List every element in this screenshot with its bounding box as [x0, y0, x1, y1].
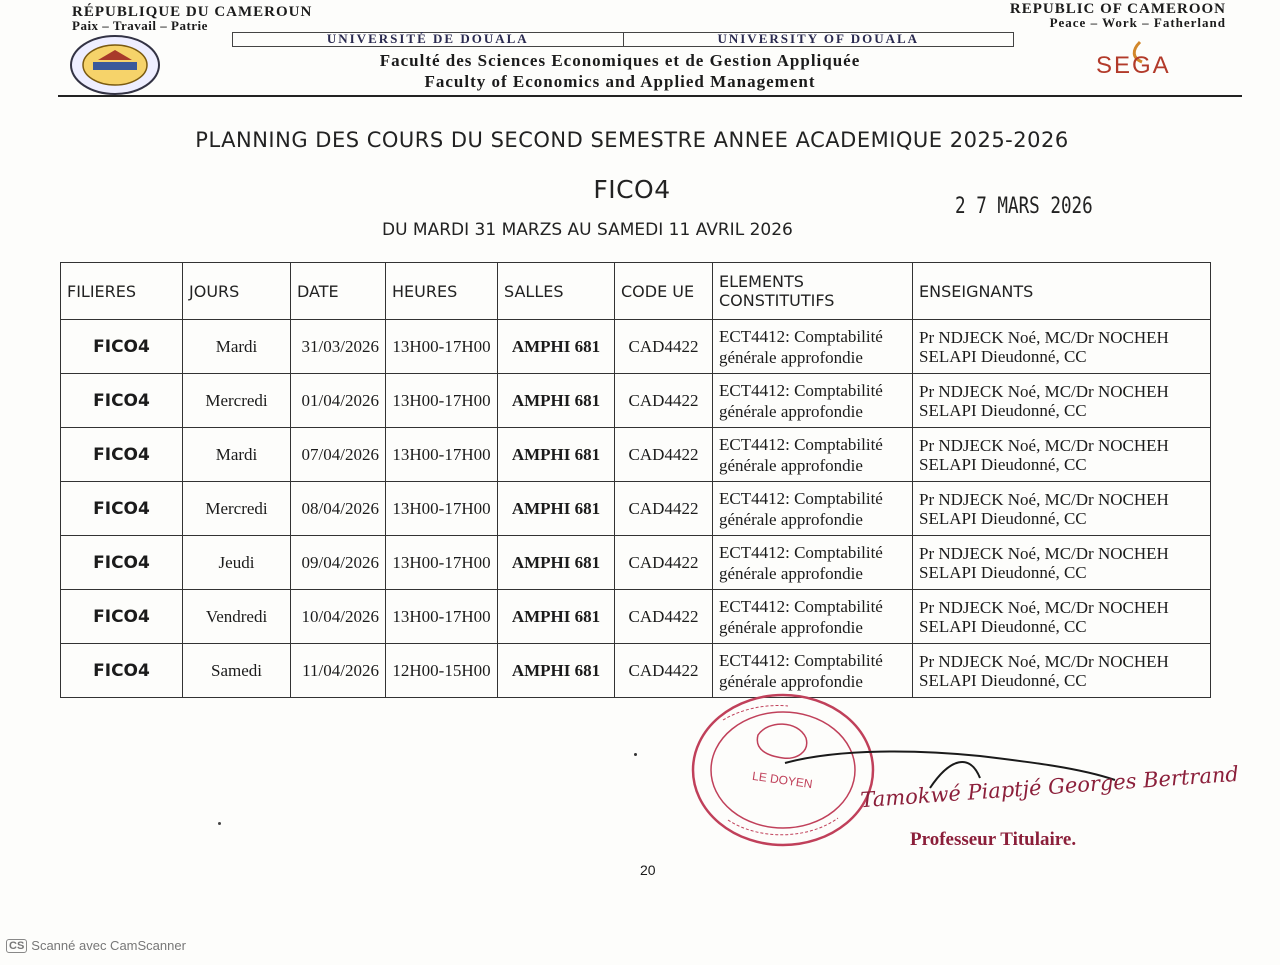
cell-element: ECT4412: Comptabilité générale approfondie [713, 428, 913, 482]
cell-element: ECT4412: Comptabilité générale approfondie [713, 374, 913, 428]
cell-code: CAD4422 [615, 590, 713, 644]
table-row [61, 428, 1211, 482]
received-date-stamp: 2 7 MARS 2026 [955, 194, 1093, 219]
scanner-text: Scanné avec CamScanner [31, 938, 186, 953]
faculty-logo [1062, 34, 1212, 96]
speck [218, 822, 221, 825]
cell-code: CAD4422 [615, 482, 713, 536]
cell-salle: AMPHI 681 [498, 536, 615, 590]
table-row [61, 536, 1211, 590]
cell-code: CAD4422 [615, 320, 713, 374]
header-code-ue: CODE UE [615, 263, 713, 320]
period-subtitle: DU MARDI 31 MARZS AU SAMEDI 11 AVRIL 2026 [382, 220, 793, 240]
cell-jour: Mardi [183, 428, 291, 482]
header-heures: HEURES [386, 263, 498, 320]
table-header-row [61, 263, 1211, 320]
cell-jour: Mercredi [183, 374, 291, 428]
motto-fr: Paix – Travail – Patrie [72, 18, 208, 33]
table-row [61, 482, 1211, 536]
cell-element: ECT4412: Comptabilité générale approfondie [713, 644, 913, 698]
cell-element: ECT4412: Comptabilité générale approfondie [713, 320, 913, 374]
cell-jour: Mardi [183, 320, 291, 374]
cell-heures: 13H00-17H00 [386, 536, 498, 590]
signatory-rank: Professeur Titulaire. [910, 829, 1077, 850]
cell-salle: AMPHI 681 [498, 644, 615, 698]
cell-enseignants: Pr NDJECK Noé, MC/Dr NOCHEH SELAPI Dieudonné, CC [913, 428, 1211, 482]
cell-salle: AMPHI 681 [498, 428, 615, 482]
header-rule [58, 95, 1242, 97]
cell-filiere: FICO4 [61, 374, 183, 428]
table-row [61, 374, 1211, 428]
cell-enseignants: Pr NDJECK Noé, MC/Dr NOCHEH SELAPI Dieudonné, CC [913, 644, 1211, 698]
cell-code: CAD4422 [615, 428, 713, 482]
cell-code: CAD4422 [615, 536, 713, 590]
cell-filiere: FICO4 [61, 590, 183, 644]
cell-salle: AMPHI 681 [498, 374, 615, 428]
table-row [61, 590, 1211, 644]
university-fr: UNIVERSITÉ DE DOUALA [326, 31, 529, 46]
cell-heures: 12H00-15H00 [386, 644, 498, 698]
faculty-en: Faculty of Economics and Applied Management [424, 72, 816, 91]
university-banner [232, 32, 1014, 47]
schedule-table [60, 262, 1211, 698]
cell-enseignants: Pr NDJECK Noé, MC/Dr NOCHEH SELAPI Dieudonné, CC [913, 482, 1211, 536]
cell-date: 08/04/2026 [291, 482, 386, 536]
cell-filiere: FICO4 [61, 482, 183, 536]
cell-enseignants: Pr NDJECK Noé, MC/Dr NOCHEH SELAPI Dieudonné, CC [913, 320, 1211, 374]
table-row [61, 320, 1211, 374]
header-right [1010, 2, 1226, 30]
scanner-watermark [6, 938, 186, 953]
cell-enseignants: Pr NDJECK Noé, MC/Dr NOCHEH SELAPI Dieudonné, CC [913, 536, 1211, 590]
header-filieres: FILIERES [61, 263, 183, 320]
signatory-name: Tamokwé Piaptjé Georges Bertrand [859, 761, 1240, 813]
cell-jour: Vendredi [183, 590, 291, 644]
header-enseignants: ENSEIGNANTS [913, 263, 1211, 320]
page-title: PLANNING DES COURS DU SECOND SEMESTRE ANNEE ACADEMIQUE 2025-2026 [195, 128, 1069, 152]
cell-filiere: FICO4 [61, 320, 183, 374]
cell-enseignants: Pr NDJECK Noé, MC/Dr NOCHEH SELAPI Dieudonné, CC [913, 590, 1211, 644]
cell-jour: Samedi [183, 644, 291, 698]
faculty-fr: Faculté des Sciences Economiques et de Gestion Appliquée [379, 51, 861, 70]
cell-jour: Mercredi [183, 482, 291, 536]
cell-element: ECT4412: Comptabilité générale approfondie [713, 482, 913, 536]
cell-heures: 13H00-17H00 [386, 590, 498, 644]
cell-heures: 13H00-17H00 [386, 482, 498, 536]
cell-element: ECT4412: Comptabilité générale approfondie [713, 590, 913, 644]
cell-date: 09/04/2026 [291, 536, 386, 590]
cell-date: 07/04/2026 [291, 428, 386, 482]
cell-heures: 13H00-17H00 [386, 320, 498, 374]
cell-element: ECT4412: Comptabilité générale approfondie [713, 536, 913, 590]
cell-salle: AMPHI 681 [498, 590, 615, 644]
university-en: UNIVERSITY OF DOUALA [717, 31, 920, 46]
camscanner-icon: CS [6, 939, 27, 953]
cell-filiere: FICO4 [61, 536, 183, 590]
cell-date: 01/04/2026 [291, 374, 386, 428]
header-left [72, 5, 312, 33]
seal-label: LE DOYEN [751, 768, 814, 792]
cell-salle: AMPHI 681 [498, 320, 615, 374]
program-title: FICO4 [593, 175, 671, 204]
speck [634, 753, 637, 756]
cell-date: 10/04/2026 [291, 590, 386, 644]
university-logo [68, 34, 162, 96]
cell-code: CAD4422 [615, 644, 713, 698]
cell-salle: AMPHI 681 [498, 482, 615, 536]
header-jours: JOURS [183, 263, 291, 320]
cell-enseignants: Pr NDJECK Noé, MC/Dr NOCHEH SELAPI Dieudonné, CC [913, 374, 1211, 428]
cell-filiere: FICO4 [61, 428, 183, 482]
page-number: 20 [640, 862, 656, 878]
header-date: DATE [291, 263, 386, 320]
header-elements: ELEMENTS CONSTITUTIFS [713, 263, 913, 320]
table-row [61, 644, 1211, 698]
cell-jour: Jeudi [183, 536, 291, 590]
cell-date: 11/04/2026 [291, 644, 386, 698]
republic-en: REPUBLIC OF CAMEROON [1009, 1, 1226, 17]
header-salles: SALLES [498, 263, 615, 320]
cell-code: CAD4422 [615, 374, 713, 428]
cell-heures: 13H00-17H00 [386, 374, 498, 428]
motto-en: Peace – Work – Fatherland [1049, 15, 1226, 30]
cell-heures: 13H00-17H00 [386, 428, 498, 482]
republic-fr: RÉPUBLIQUE DU CAMEROUN [72, 4, 313, 20]
cell-date: 31/03/2026 [291, 320, 386, 374]
cell-filiere: FICO4 [61, 644, 183, 698]
faculty-logo-text: SEGA [1096, 52, 1171, 79]
